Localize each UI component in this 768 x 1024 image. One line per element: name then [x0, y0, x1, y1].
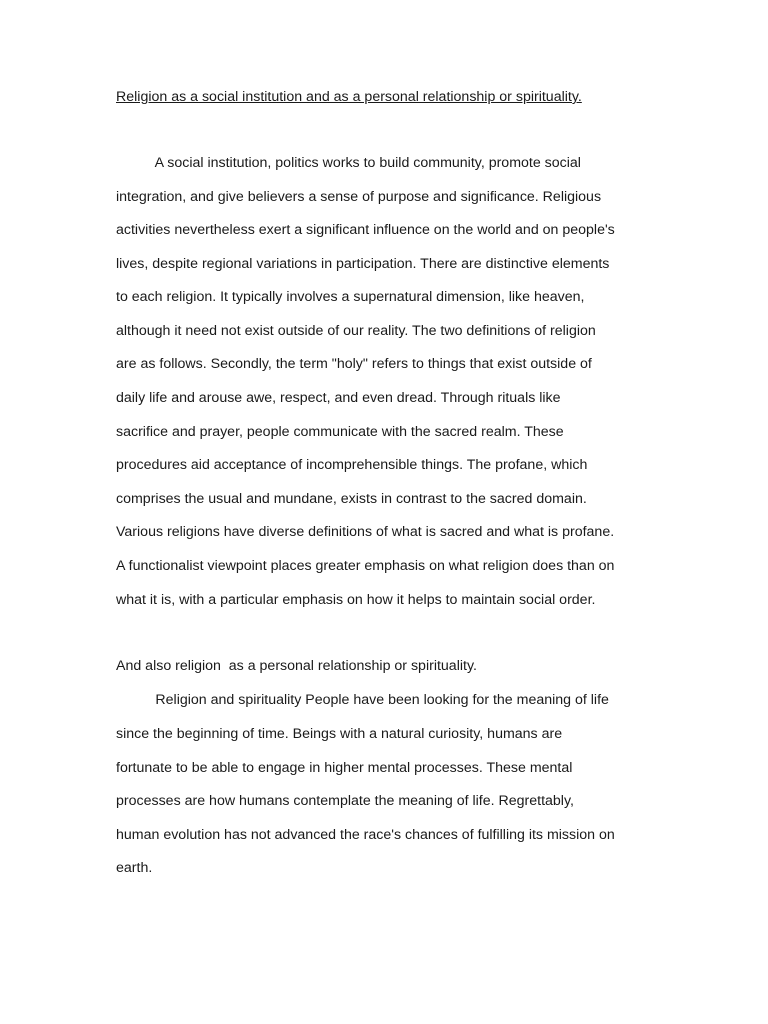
paragraph-line: procedures aid acceptance of incomprehensible things. The profane, which	[116, 457, 588, 473]
paragraph-line: Religion and spirituality People have been looking for the meaning of life	[116, 692, 609, 708]
paragraph-line: integration, and give believers a sense of purpose and significance. Religious	[116, 189, 602, 205]
paragraph-line: A social institution, politics works to build community, promote social	[116, 155, 581, 171]
paragraph-line: A functionalist viewpoint places greater emphasis on what religion does than on	[116, 558, 615, 574]
section-heading: And also religion as a personal relationship or spirituality.	[116, 658, 477, 674]
paragraph-line: sacrifice and prayer, people communicate with the sacred realm. These	[116, 424, 564, 440]
paragraph-line: to each religion. It typically involves a supernatural dimension, like heaven,	[116, 289, 585, 305]
paragraph-line: activities nevertheless exert a significant influence on the world and on people's	[116, 222, 615, 238]
paragraph-line: daily life and arouse awe, respect, and even dread. Through rituals like	[116, 390, 561, 406]
paragraph-line: human evolution has not advanced the race's chances of fulfilling its mission on	[116, 827, 615, 843]
paragraph-line: earth.	[116, 860, 153, 876]
paragraph-line: processes are how humans contemplate the meaning of life. Regrettably,	[116, 793, 574, 809]
paragraph-line: comprises the usual and mundane, exists in contrast to the sacred domain.	[116, 491, 587, 507]
paragraph-line: although it need not exist outside of our reality. The two definitions of religion	[116, 323, 596, 339]
paragraph-line: lives, despite regional variations in participation. There are distinctive elements	[116, 256, 610, 272]
paragraph-line: Various religions have diverse definitions of what is sacred and what is profane.	[116, 524, 615, 540]
paragraph-line: fortunate to be able to engage in higher mental processes. These mental	[116, 760, 573, 776]
document-title: Religion as a social institution and as a personal relationship or spirituality.	[116, 89, 582, 105]
paragraph-line: are as follows. Secondly, the term "holy" refers to things that exist outside of	[116, 356, 592, 372]
paragraph-line: what it is, with a particular emphasis on how it helps to maintain social order.	[116, 592, 596, 608]
paragraph-line: since the beginning of time. Beings with a natural curiosity, humans are	[116, 726, 563, 742]
